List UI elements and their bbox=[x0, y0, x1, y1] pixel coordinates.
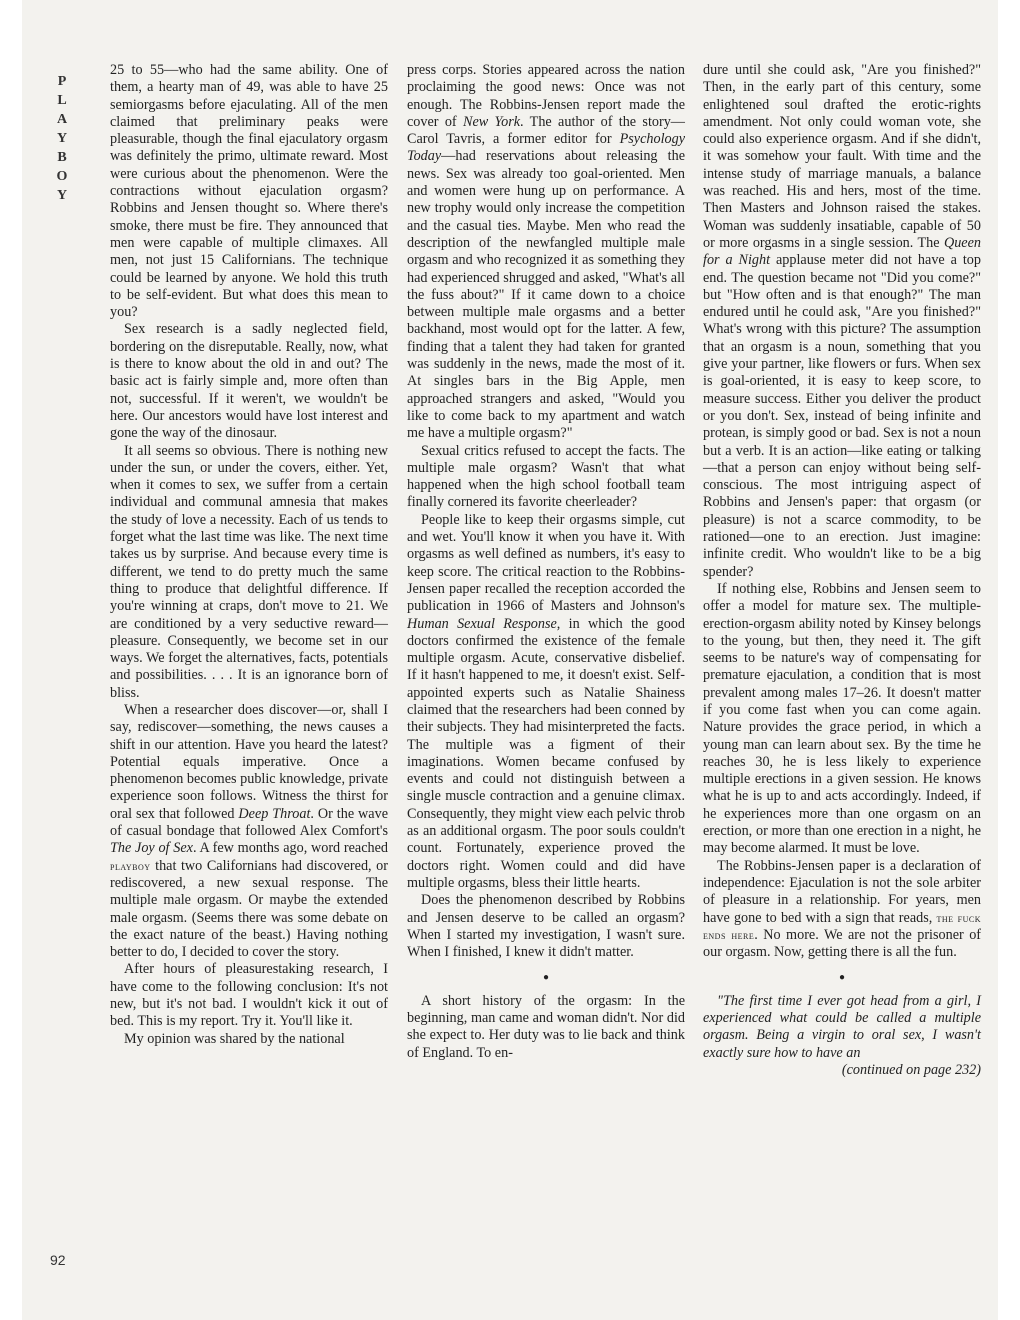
small-caps-sign: the fuck ends here bbox=[703, 910, 981, 942]
text-run: dure until she could ask, "Are you finished?" Then, in the early part of this century, some enlightened soul drafted the erotic-rights amendment. Not only could woman vote, she could also experience orgasm. And if she didn't, it was somehow your fault. With time and the intense study of marriage manuals, a balance was reached. His and hers, most of the time. Then Masters and Johnson raised the stakes. Woman was suddenly insatiable, capable of 50 or more orgasms in a single session. The bbox=[703, 62, 981, 251]
paragraph: Does the phenomenon described by Robbins and Jensen deserve to be called an orgasm? When I started my investigation, I wasn't sure. When I finished, I knew it didn't matter. bbox=[407, 892, 685, 961]
magazine-side-title bbox=[52, 72, 72, 205]
italic-title: Deep Throat bbox=[238, 805, 311, 822]
paragraph bbox=[407, 512, 685, 893]
paragraph: Sex research is a sadly neglected field, bordering on the disreputable. Really, now, what is there to know about the old in and out? The basic act is fairly simple and, more often than not, successful. If it weren't, we wouldn't be here. Our ancestors would have lost interest and gone the way of the dinosaur. bbox=[110, 321, 388, 442]
italic-title: Psychology Today bbox=[407, 131, 685, 165]
paragraph bbox=[703, 858, 981, 962]
continued-note: (continued on page 232) bbox=[841, 1061, 981, 1078]
side-title-letter: A bbox=[56, 112, 68, 127]
text-run: When a researcher does discover—or, shall I say, rediscover—something, the news causes a shift in our attention. Have you heard the latest? Potential equals imperative. Once a phenomenon becomes public knowledge, private experience soon follows. Witness the thirst for oral sex that followed bbox=[110, 701, 388, 822]
section-bullet: ● bbox=[838, 972, 846, 984]
side-title-letter: O bbox=[56, 169, 68, 184]
text-run: press corps. Stories appeared across the nation proclaiming the good news: Once was not enough. The Robbins-Jensen report made the cover of bbox=[407, 62, 685, 130]
text-run: . A few months ago, word reached bbox=[192, 840, 388, 857]
text-run: . The author of the story—Carol Tavris, a former editor for bbox=[407, 113, 685, 148]
side-title-letter: L bbox=[57, 93, 67, 108]
text-run: that two Californians had discovered, or rediscovered, a new sexual response. The multiple male orgasm. Or maybe the extended male orgasm. (Seems there was some debate on the exact nature of the beast.) Having nothing better to do, I decided to cover the story. bbox=[110, 857, 388, 961]
paragraph: After hours of pleasurestaking research, I have come to the following conclusion: It's not new, but it's not bad. I wouldn't kick it out of bed. This is my report. Try it. You'll like it. bbox=[110, 961, 388, 1030]
text-run: , in which the good doctors confirmed the existence of the female multiple orgasm. Acute, conservative disbelief. If it hasn't happened to me, it doesn't exist. Self-appointed experts such as Natalie Shainess claimed that the researchers had been conned by their subjects. They had misinterpreted the facts. The multiple was a figment of their imaginations. Women became confused by events and could not distinguish between a single muscle contraction and a genuine climax. Consequently, they might view each pelvic throb as an additional orgasm. The poor souls couldn't count. Fortunately, experience proved the doctors right. Women could and did have multiple orgasms, bless their little hearts. bbox=[407, 615, 685, 891]
text-column-1 bbox=[110, 62, 388, 1048]
text-column-2 bbox=[407, 62, 685, 1062]
paragraph: If nothing else, Robbins and Jensen seem to offer a model for mature sex. The multiple-erection-orgasm ability noted by Kinsey belongs to the young, but then, they need it. The gift seems to be nature's way of compensating for premature ejaculation, a condition that is most prevalent among males 17–26. It doesn't matter if you come fast when you can come again. Nature provides the grace period, in which a young man can learn about sex. By the time he reaches 30, he is less likely to experience multiple erections in a given session. He knows what he is up to and acts accordingly. Indeed, if he experiences more than one orgasm on an erection, or more than one erection in a night, he may become alarmed. It must be love. bbox=[703, 580, 981, 857]
side-title-letter: P bbox=[57, 74, 67, 89]
section-bullet: ● bbox=[542, 972, 550, 984]
paragraph: A short history of the orgasm: In the beginning, man came and woman didn't. Nor did she expect to. Her duty was to lie back and think of England. To en- bbox=[407, 992, 685, 1061]
side-title-letter: B bbox=[57, 150, 67, 165]
page-number: 92 bbox=[50, 1252, 66, 1268]
italic-title: Human Sexual Response bbox=[407, 615, 557, 632]
text-run: applause meter did not have a top end. The question became not "Did you come?" but "How often and is that enough?" The man endured until he could ask, "Are you finished?" What's wrong with this picture? The assumption that an orgasm is a noun, something that you give your partner, like flowers or furs. When sex is goal-oriented, it is easy to keep score, to measure success. Either you deliver the product or you don't. Sex, instead of being infinite and protean, is simply good or bad. Sex is not a noun but a verb. It is an action—like eating or talking—that a person can enjoy without being self-conscious. The most intriguing aspect of Robbins and Jensen's paper: that orgasm (or pleasure) is not a scarce commodity, to be rationed—one to an erection. Just imagine: infinite credit. Who wouldn't like to be a big spender? bbox=[703, 252, 981, 580]
text-run: The Robbins-Jensen paper is a declaration of independence: Ejaculation is not the sole arbiter of pleasure in a relationship. For years, men have gone to bed with a sign that reads, bbox=[703, 857, 981, 926]
side-title-letter: Y bbox=[56, 131, 68, 146]
text-run: . Or the wave of casual bondage that followed Alex Comfort's bbox=[110, 805, 388, 840]
small-caps-name: playboy bbox=[110, 858, 151, 873]
paragraph: It all seems so obvious. There is nothing new under the sun, or under the covers, either. Yet, when it comes to sex, we suffer from a certain individual and communal amnesia that makes the study of love a necessity. Each of us tends to forget what the last time was like. The next time takes us by surprise. And because every time is different, we tend to do pretty much the same thing to produce that delightful difference. If you're winning at craps, don't move to 21. We are conditioned by a very seductive reward—pleasure. Consequently, we become set in our ways. We forget the alternatives, facts, potentials and possibilities. . . . It is an ignorance born of bliss. bbox=[110, 442, 388, 701]
paragraph bbox=[703, 62, 981, 581]
italic-title: The Joy of Sex bbox=[110, 840, 193, 857]
paragraph: Sexual critics refused to accept the facts. The multiple male orgasm? Wasn't that what happened when the high school football team finally cornered its favorite cheerleader? bbox=[407, 442, 685, 511]
text-column-3 bbox=[703, 62, 981, 1079]
side-title-letter: Y bbox=[56, 188, 68, 203]
text-run: . No more. We are not the prisoner of our orgasm. Now, getting there is all the fun. bbox=[703, 926, 982, 961]
quote-paragraph: "The first time I ever got head from a girl, I experienced what could be called a multiple orgasm. Being a virgin to oral sex, I wasn't exactly sure how to have an bbox=[703, 992, 981, 1061]
paragraph: My opinion was shared by the national bbox=[124, 1030, 345, 1047]
magazine-page bbox=[22, 0, 998, 1320]
italic-title: New York bbox=[462, 113, 521, 130]
text-run: People like to keep their orgasms simple, cut and wet. You'll know it when you have it. With orgasms as well defined as numbers, it's easy to keep score. The critical reaction to the Robbins-Jensen paper recalled the reception accorded the publication in 1966 of Masters and Johnson's bbox=[407, 511, 685, 615]
paragraph bbox=[407, 62, 685, 443]
text-run: —had reservations about releasing the news. Sex was already too goal-oriented. Men and women were hung up on performance. A new trophy would only increase the competition and the casual ties. Maybe. Men who read the description of the newfangled multiple male orgasm and who recognized it as something they had experienced shrugged and asked, "What's all the fuss about?" If it came down to a choice between multiple male orgasms and a better backhand, most would opt for the latter. A few, finding that a talent they had taken for granted was suddenly in the news, made the most of it. At singles bars in the Big Apple, men approached strangers and asked, "Would you like to come back to my apartment and watch me have a multiple orgasm?" bbox=[407, 148, 685, 442]
paragraph: 25 to 55—who had the same ability. One of them, a hearty man of 49, was able to have 25 semiorgasms before ejaculating. All of the men claimed that preliminary peaks were pleasurable, though the final ejaculatory orgasm was definitely the primo, ultimate reward. Most were curious about the phenomenon. Were the contractions without ejaculation orgasm? Robbins and Jensen thought so. Where there's smoke, there must be fire. They announced that men were capable of multiple climaxes. All men, not just 15 Californians. The technique could be learned by anyone. We hold this truth to be self-evident. But what does this mean to you? bbox=[110, 62, 388, 321]
paragraph bbox=[110, 702, 388, 961]
italic-title: Queen for a Night bbox=[703, 234, 981, 269]
